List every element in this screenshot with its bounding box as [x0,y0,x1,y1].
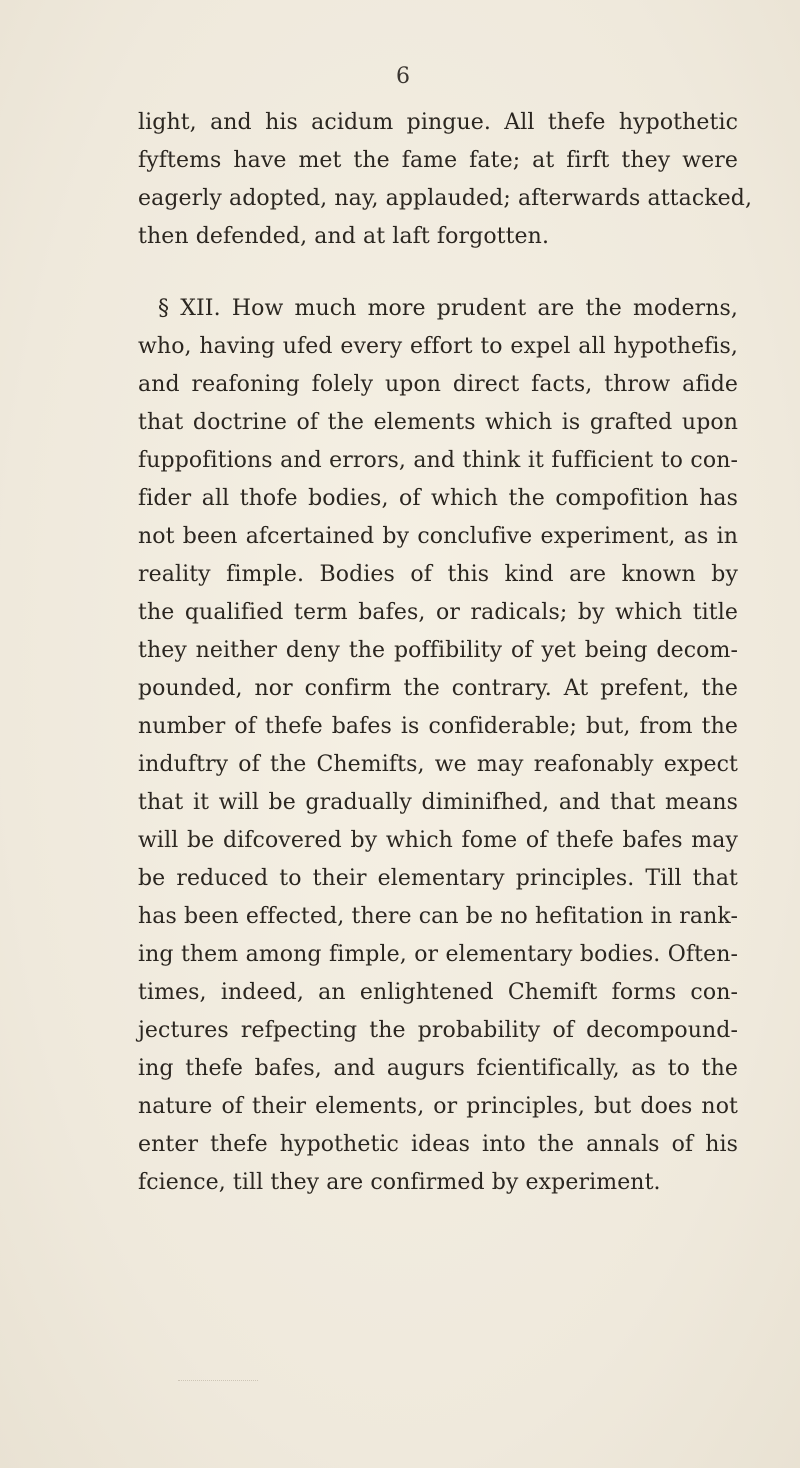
text-line: who, having ufed every effort to expel all hypothefis, [138,334,738,359]
text-line: enter thefe hypothetic ideas into the annals of his [138,1132,738,1157]
text-line: light, and his acidum pingue. All thefe hypothetic [138,110,738,135]
text-line: the qualified term bafes, or radicals; by which title [138,600,738,625]
text-line: not been afcertained by conclufive experiment, as in [138,524,738,549]
text-line: fcience, till they are confirmed by experiment. [138,1170,661,1195]
text-line: number of thefe bafes is confiderable; but, from the [138,714,738,739]
text-line: be reduced to their elementary principles. Till that [138,866,738,891]
text-line: that it will be gradually diminifhed, and that means [138,790,738,815]
section-heading: § XII. [158,296,221,321]
text-line: that doctrine of the elements which is grafted upon [138,410,738,435]
text-line: ing thefe bafes, and augurs fcientifically, as to the [138,1056,738,1081]
text-line: How much more prudent are the moderns, [231,296,738,321]
text-line: jectures refpecting the probability of decompound- [138,1018,738,1043]
text-line: times, indeed, an enlightened Chemift forms con- [138,980,738,1005]
text-line: fider all thofe bodies, of which the compofition has [138,486,738,511]
text-line: they neither deny the poffibility of yet being decom- [138,638,738,663]
text-line: fuppofitions and errors, and think it fufficient to con- [138,448,738,473]
text-line: fyftems have met the fame fate; at firft they were [138,148,738,173]
text-line: and reafoning folely upon direct facts, throw afide [138,372,738,397]
text-line: eagerly adopted, nay, applauded; afterwards attacked, [138,186,753,211]
text-line: will be difcovered by which fome of thefe bafes may [138,828,738,853]
text-line: reality fimple. Bodies of this kind are known by [138,562,738,587]
signature-mark: 6 [396,64,410,89]
section-first-line [158,290,738,328]
text-line: has been effected, there can be no hefitation in rank- [138,904,738,929]
text-line: induftry of the Chemifts, we may reafonably expect [138,752,738,777]
text-line: ing them among fimple, or elementary bodies. Often- [138,942,738,967]
text-line: nature of their elements, or principles, but does not [138,1094,738,1119]
text-line: then defended, and at laft forgotten. [138,224,550,249]
paper-smudge [178,1368,258,1381]
text-line: pounded, nor confirm the contrary. At prefent, the [138,676,738,701]
